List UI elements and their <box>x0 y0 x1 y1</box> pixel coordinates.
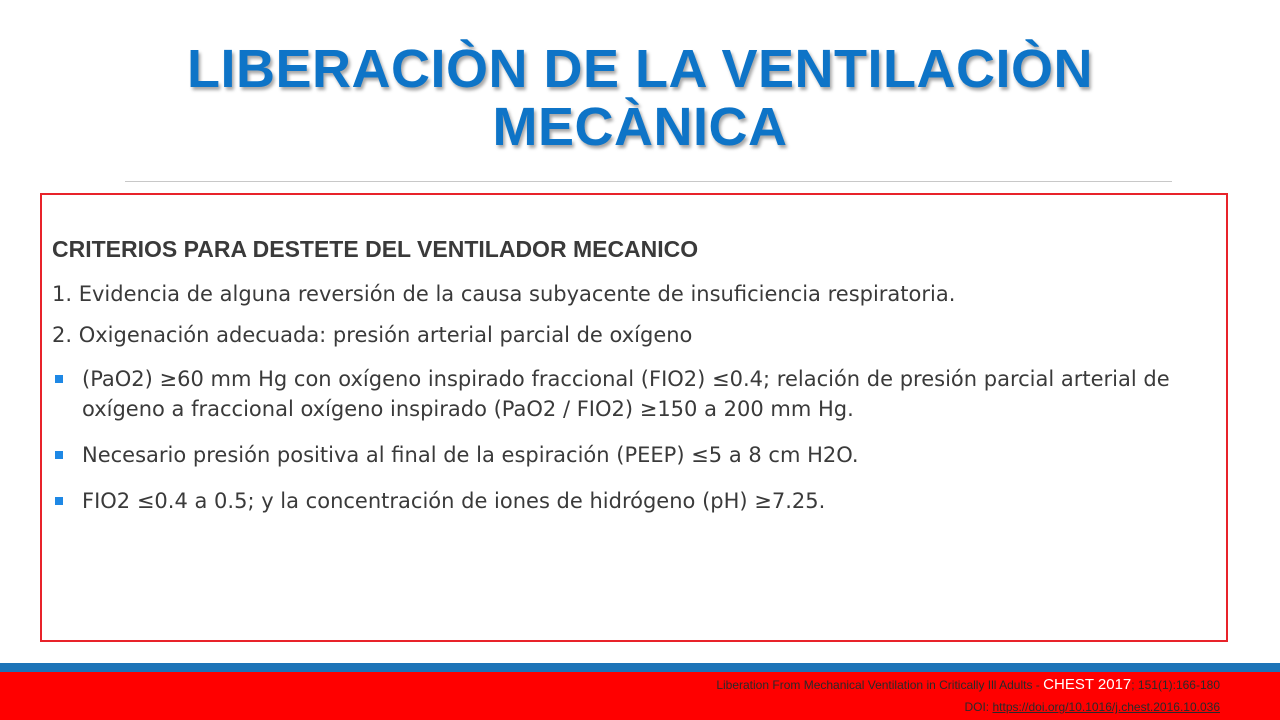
square-bullet-icon <box>55 451 63 459</box>
criteria-heading: CRITERIOS PARA DESTETE DEL VENTILADOR MECANICO <box>52 236 699 262</box>
content-area <box>52 226 1212 516</box>
bullet-text: (PaO2) ≥60 mm Hg con oxígeno inspirado fraccional (FIO2) ≤0.4; relación de presión parcial arterial de oxígeno a fraccional oxígeno inspirado (PaO2 / FIO2) ≥150 a 200 mm Hg. <box>82 367 1170 421</box>
square-bullet-icon <box>55 497 63 505</box>
citation <box>500 674 1220 718</box>
bullet-item <box>52 440 1212 470</box>
bullet-item <box>52 364 1212 424</box>
citation-line <box>500 674 1220 696</box>
citation-journal: CHEST 2017 <box>1043 676 1132 693</box>
citation-volume: ; 151(1):166-180 <box>1131 678 1220 692</box>
bullet-text: FIO2 ≤0.4 a 0.5; y la concentración de iones de hidrógeno (pH) ≥7.25. <box>82 489 826 513</box>
bullet-item <box>52 486 1212 516</box>
citation-title: Liberation From Mechanical Ventilation in Critically Ill Adults - <box>716 678 1040 692</box>
bullet-text: Necesario presión positiva al final de la espiración (PEEP) ≤5 a 8 cm H2O. <box>82 443 859 467</box>
doi-label: DOI: <box>964 700 990 714</box>
slide-title: LIBERACIÒN DE LA VENTILACIÒN MECÀNICA <box>186 39 1093 157</box>
criterion-1: 1. Evidencia de alguna reversión de la causa subyacente de insuficiencia respiratoria. <box>52 282 956 306</box>
footer-blue-band <box>0 663 1280 672</box>
title-divider <box>125 181 1172 182</box>
criterion-2: 2. Oxigenación adecuada: presión arterial parcial de oxígeno <box>52 323 693 347</box>
square-bullet-icon <box>55 375 63 383</box>
doi-line <box>500 696 1220 718</box>
doi-link[interactable]: https://doi.org/10.1016/j.chest.2016.10.036 <box>992 700 1220 714</box>
